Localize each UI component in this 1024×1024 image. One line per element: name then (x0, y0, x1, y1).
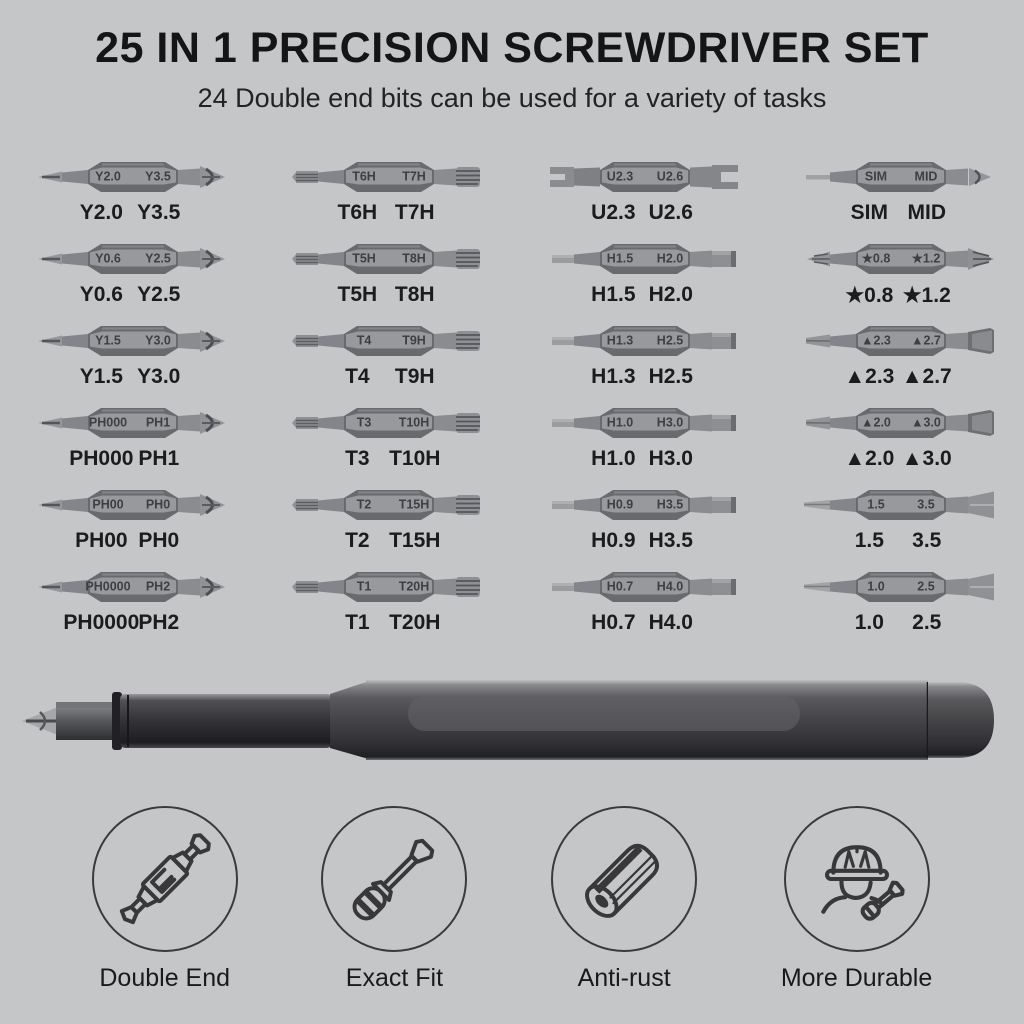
bit-engraving-left: H1.0 (606, 415, 633, 430)
bit-cell (0, 400, 256, 482)
bit-label-left: Y0.6 (79, 283, 123, 306)
page-title: 25 IN 1 PRECISION SCREWDRIVER SET (95, 24, 929, 72)
bit-cell (0, 482, 256, 564)
feature-circle (551, 806, 697, 952)
bit-labels (794, 447, 999, 473)
bit-image (26, 236, 231, 282)
bit-engraving-right: Y2.5 (144, 251, 171, 266)
bit-engraving-left: T6H (351, 169, 376, 184)
bit-labels (282, 447, 487, 473)
bit-labels (794, 201, 999, 227)
bit-labels (282, 611, 487, 637)
bit-image (794, 482, 999, 528)
bit-labels (538, 529, 743, 555)
bit-engraving-left: T3 (356, 415, 371, 430)
bit-labels (794, 283, 999, 309)
bit-engraving-right: T8H (401, 251, 426, 266)
bit-cell (512, 564, 768, 646)
bit-illustration (794, 564, 999, 610)
bit-engraving-right: T10H (398, 415, 429, 430)
bit-label-right: PH2 (138, 611, 180, 634)
bit-label-right: T20H (389, 611, 441, 634)
bit-engraving-left: U2.3 (606, 169, 633, 184)
bit-illustration (26, 564, 231, 610)
bit-engraving-left: T2 (356, 497, 371, 512)
bit-labels (282, 365, 487, 391)
page-subtitle: 24 Double end bits can be used for a variety of tasks (197, 83, 827, 113)
bit-label-right: ★1.2 (902, 284, 951, 307)
bit-engraving-right: U2.6 (656, 169, 683, 184)
bit-cell (512, 400, 768, 482)
bit-label-left: T6H (337, 201, 378, 224)
bit-illustration (794, 482, 999, 528)
bit-label-right: 2.5 (912, 611, 942, 634)
bit-illustration (282, 236, 487, 282)
bit-label-left: H0.7 (591, 611, 636, 634)
bit-label-right: H3.0 (648, 447, 693, 470)
bit-image (282, 318, 487, 364)
anti-rust-tube-icon (576, 831, 672, 927)
handle-bit-tip (22, 702, 114, 740)
feature-item (321, 806, 467, 993)
bit-label-left: T3 (345, 447, 370, 470)
bit-image (794, 564, 999, 610)
screwdriver-handle (0, 648, 1024, 798)
bit-engraving-left: 1.0 (866, 579, 885, 594)
bit-label-right: T15H (389, 529, 441, 552)
feature-circle (321, 806, 467, 952)
bit-image (26, 400, 231, 446)
bit-image (794, 400, 999, 446)
bit-engraving-left: Y0.6 (94, 251, 121, 266)
bit-label-left: ★0.8 (845, 284, 894, 307)
bit-cell (256, 318, 512, 400)
bit-label-left: PH0000 (63, 611, 140, 634)
bit-illustration (794, 318, 999, 364)
bit-engraving-left: Y2.0 (94, 169, 121, 184)
double-end-bit-icon (117, 831, 213, 927)
bit-label-left: T5H (337, 283, 378, 306)
bit-label-right: ▲3.0 (901, 447, 952, 470)
feature-item (92, 806, 238, 993)
bit-label-right: PH0 (138, 529, 180, 552)
bit-cell (256, 236, 512, 318)
bit-label-left: H1.3 (591, 365, 636, 388)
bit-label-right: ▲2.7 (901, 365, 952, 388)
bit-engraving-right: 3.5 (916, 497, 935, 512)
bit-cell (768, 564, 1024, 646)
bit-engraving-left: 1.5 (866, 497, 885, 512)
bit-image (538, 564, 743, 610)
bit-cell (256, 564, 512, 646)
handle-chuck (112, 692, 332, 750)
bit-label-left: 1.5 (854, 529, 884, 552)
bit-illustration (26, 154, 231, 200)
bit-label-right: H3.5 (648, 529, 693, 552)
bit-label-left: SIM (850, 201, 889, 224)
bit-engraving-left: T4 (356, 333, 371, 348)
feature-label: Exact Fit (345, 964, 444, 992)
bit-image (26, 564, 231, 610)
bit-label-left: H0.9 (591, 529, 636, 552)
bit-image (794, 318, 999, 364)
bit-label-right: H2.5 (648, 365, 693, 388)
bit-illustration (538, 482, 743, 528)
bit-cell (512, 318, 768, 400)
bit-engraving-right: T7H (401, 169, 426, 184)
bit-labels (26, 283, 231, 309)
features-row (0, 806, 1024, 993)
feature-circle (784, 806, 930, 952)
bit-engraving-right: ▲3.0 (910, 415, 941, 430)
bit-engraving-left: ▲2.3 (860, 333, 891, 348)
feature-item (781, 806, 932, 993)
bit-image (538, 236, 743, 282)
bit-image (26, 318, 231, 364)
bit-cell (512, 154, 768, 236)
bit-illustration (538, 564, 743, 610)
bit-label-left: ▲2.0 (844, 447, 895, 470)
bit-image (794, 154, 999, 200)
bit-cell (0, 154, 256, 236)
bit-engraving-right: 2.5 (916, 579, 935, 594)
bit-image (282, 400, 487, 446)
bit-label-right: Y3.0 (137, 365, 181, 388)
bit-labels (26, 611, 231, 637)
bit-labels (538, 365, 743, 391)
bit-labels (538, 447, 743, 473)
bit-label-left: Y2.0 (79, 201, 123, 224)
bit-image (26, 482, 231, 528)
bit-illustration (538, 236, 743, 282)
bit-label-right: MID (907, 201, 946, 224)
bit-labels (26, 447, 231, 473)
bit-image (538, 400, 743, 446)
bit-engraving-left: T1 (356, 579, 371, 594)
bit-label-right: T8H (394, 283, 435, 306)
bit-illustration (282, 154, 487, 200)
bit-illustration (26, 400, 231, 446)
bit-engraving-left: H1.3 (606, 333, 633, 348)
bit-label-left: Y1.5 (79, 365, 123, 388)
bit-label-left: 1.0 (854, 611, 884, 634)
worker-hard-hat-icon (807, 829, 907, 929)
bit-image (282, 564, 487, 610)
header (0, 0, 1024, 114)
bit-illustration (282, 400, 487, 446)
bit-engraving-left: PH000 (88, 415, 127, 430)
bit-label-right: T7H (394, 201, 435, 224)
bit-engraving-left: ★0.8 (861, 251, 890, 266)
bit-cell (768, 400, 1024, 482)
feature-label: Double End (99, 964, 231, 992)
bit-label-left: PH00 (75, 529, 128, 552)
bit-label-right: Y3.5 (137, 201, 181, 224)
handle-barrel (366, 680, 928, 760)
bit-illustration (282, 318, 487, 364)
bit-labels (538, 201, 743, 227)
bit-engraving-right: Y3.5 (144, 169, 171, 184)
bit-labels (538, 283, 743, 309)
screwdriver-handle-illustration (0, 648, 1024, 798)
feature-label: More Durable (780, 964, 933, 992)
bit-labels (794, 529, 999, 555)
bit-engraving-right: H4.0 (656, 579, 683, 594)
bit-label-left: PH000 (69, 447, 134, 470)
bit-engraving-left: Y1.5 (94, 333, 121, 348)
bit-engraving-right: MID (914, 169, 937, 184)
bit-image (282, 482, 487, 528)
bit-image (538, 318, 743, 364)
feature-circle (92, 806, 238, 952)
bit-engraving-right: PH2 (145, 579, 170, 594)
bit-cell (0, 318, 256, 400)
bit-engraving-right: H2.5 (656, 333, 683, 348)
bit-labels (26, 201, 231, 227)
bit-engraving-right: T20H (398, 579, 429, 594)
bit-engraving-left: T5H (351, 251, 376, 266)
bit-illustration (538, 400, 743, 446)
bit-labels (26, 529, 231, 555)
bit-label-left: T4 (345, 365, 370, 388)
handle-end-cap (928, 682, 994, 758)
bit-engraving-right: ★1.2 (911, 251, 940, 266)
bit-cell (0, 564, 256, 646)
bit-engraving-left: PH00 (91, 497, 124, 512)
bit-engraving-left: SIM (864, 169, 887, 184)
bit-image (538, 482, 743, 528)
bit-labels (794, 365, 999, 391)
bit-label-right: U2.6 (648, 201, 693, 224)
bit-illustration (538, 318, 743, 364)
bit-engraving-right: PH0 (145, 497, 170, 512)
bit-illustration (794, 400, 999, 446)
bit-cell (512, 236, 768, 318)
bit-engraving-right: H3.5 (656, 497, 683, 512)
bit-engraving-right: PH1 (145, 415, 170, 430)
bit-illustration (538, 154, 743, 200)
bit-engraving-left: PH0000 (84, 579, 131, 594)
bit-labels (26, 365, 231, 391)
bit-label-right: T10H (389, 447, 441, 470)
bit-label-right: PH1 (138, 447, 180, 470)
feature-item (551, 806, 697, 993)
bit-cell (256, 400, 512, 482)
bit-cell (0, 236, 256, 318)
bit-illustration (26, 482, 231, 528)
bit-label-left: U2.3 (591, 201, 636, 224)
bit-engraving-right: H2.0 (656, 251, 683, 266)
bit-cell (768, 236, 1024, 318)
bit-label-left: H1.5 (591, 283, 636, 306)
bit-labels (794, 611, 999, 637)
screwdriver-icon (346, 831, 442, 927)
bit-label-right: H2.0 (648, 283, 693, 306)
bit-image (282, 236, 487, 282)
bit-illustration (282, 482, 487, 528)
bit-label-left: ▲2.3 (844, 365, 895, 388)
bit-labels (282, 529, 487, 555)
feature-label: Anti-rust (577, 964, 671, 992)
bit-cell (768, 482, 1024, 564)
bit-illustration (26, 236, 231, 282)
bit-label-right: 3.5 (912, 529, 942, 552)
bit-label-left: T2 (345, 529, 370, 552)
bit-labels (282, 283, 487, 309)
bit-labels (538, 611, 743, 637)
bit-illustration (282, 564, 487, 610)
bit-engraving-left: ▲2.0 (860, 415, 891, 430)
bit-illustration (26, 318, 231, 364)
bit-engraving-left: H1.5 (606, 251, 633, 266)
bit-label-right: H4.0 (648, 611, 693, 634)
bit-engraving-left: H0.7 (606, 579, 633, 594)
bit-label-left: T1 (345, 611, 370, 634)
bit-cell (256, 482, 512, 564)
handle-neck (330, 680, 372, 760)
bit-cell (768, 154, 1024, 236)
bit-illustration (794, 236, 999, 282)
bit-label-right: Y2.5 (137, 283, 181, 306)
bit-image (794, 236, 999, 282)
bit-engraving-right: Y3.0 (144, 333, 171, 348)
bit-engraving-right: T15H (398, 497, 429, 512)
bit-labels (282, 201, 487, 227)
bit-image (26, 154, 231, 200)
bit-label-left: H1.0 (591, 447, 636, 470)
bit-engraving-right: T9H (401, 333, 426, 348)
bit-label-right: T9H (394, 365, 435, 388)
bit-engraving-right: H3.0 (656, 415, 683, 430)
bit-illustration (794, 154, 999, 200)
bit-image (538, 154, 743, 200)
bit-cell (512, 482, 768, 564)
bit-engraving-right: ▲2.7 (910, 333, 941, 348)
bits-grid (0, 154, 1024, 646)
bit-cell (768, 318, 1024, 400)
bit-cell (256, 154, 512, 236)
bit-image (282, 154, 487, 200)
bit-engraving-left: H0.9 (606, 497, 633, 512)
